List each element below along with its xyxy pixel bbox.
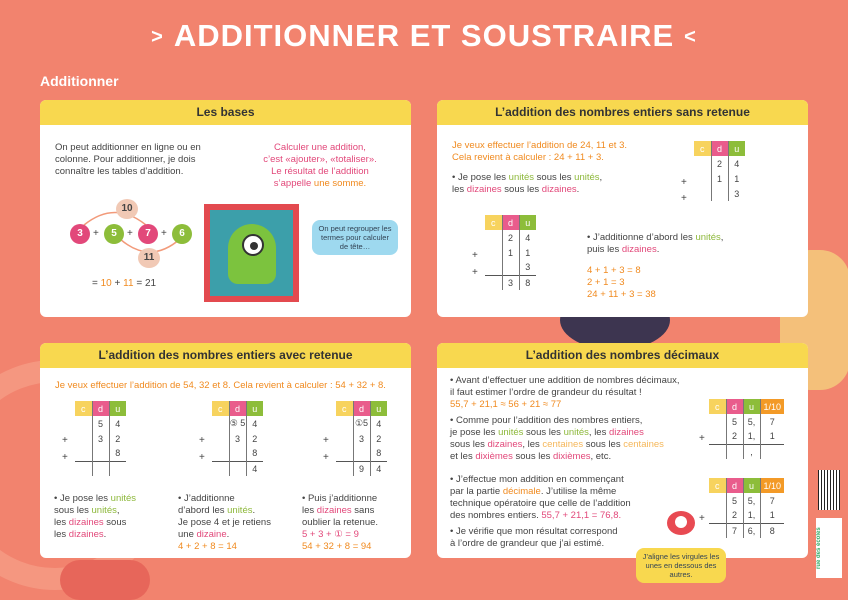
calc-text: 4 + 1 + 3 = 8 2 + 1 = 3 24 + 11 + 3 = 38 bbox=[587, 265, 656, 300]
number-circle: 6 bbox=[172, 224, 192, 244]
monster-icon bbox=[667, 511, 695, 535]
intro-text: Je veux effectuer l’addition de 24, 11 et 3. Cela revient à calculer : 24 + 11 + 3. bbox=[452, 140, 627, 163]
page-title: > ADDITIONNER ET SOUSTRAIRE < bbox=[151, 18, 697, 53]
sum-circle: 11 bbox=[138, 248, 160, 268]
step-text: • J’additionne d’abord les unités, puis les dizaines. bbox=[587, 232, 724, 255]
card-heading: L’addition des nombres décimaux bbox=[437, 343, 808, 368]
speech-bubble: J’aligne les virgules les unes en dessous des autres. bbox=[636, 548, 726, 583]
definition-text: Calculer une addition, c’est «ajouter», «totaliser». Le résultat de l’addition s’appelle une somme. bbox=[263, 142, 377, 189]
column-grid: c d u ①5 4 3 2 8 9 4 bbox=[336, 401, 387, 476]
section-title: Additionner bbox=[40, 73, 119, 89]
barcode bbox=[818, 470, 840, 510]
brand-logo: rue des écoles bbox=[816, 518, 842, 578]
step-text: • Je pose les unités sous les unités, les dizaines sous les dizaines. bbox=[452, 172, 603, 195]
number-circle: 5 bbox=[104, 224, 124, 244]
step-text: • Avant d’effectuer une addition de nombres décimaux, il faut estimer l’ordre de grandeur du résultat ! 55,7 + 21,1 ≈ 56 + 21 ≈ 77 bbox=[450, 375, 680, 410]
step-text: • J’additionne d’abord les unités. Je pose 4 et je retiens une dizaine. 4 + 2 + 8 = 14 bbox=[178, 493, 271, 552]
sum-circle: 10 bbox=[116, 199, 138, 219]
column-grid: c d u 5 4 3 2 8 bbox=[75, 401, 126, 476]
column-grid: c d u 2 4 1 1 3 bbox=[694, 141, 745, 201]
step-text: • Je pose les unités sous les unités, les dizaines sous les dizaines. bbox=[54, 493, 137, 540]
number-circle: 7 bbox=[138, 224, 158, 244]
step-text: • J’effectue mon addition en commençant par la partie décimale. J’utilise la même technique opératoire que celle de l’addition des nombres entiers. 55,7 + 21,1 = 76,8. bbox=[450, 474, 631, 521]
column-grid: c d u ⑤ 5 4 3 2 8 4 bbox=[212, 401, 263, 476]
decor-blob bbox=[60, 560, 150, 600]
step-text: • Comme pour l’addition des nombres entiers, je pose les unités sous les unités, les dizaines sous les dizaines, les centaines sous les centaines et les dixièmes sous les dixièmes, etc. bbox=[450, 415, 664, 462]
card-heading: L’addition des nombres entiers avec retenue bbox=[40, 343, 411, 368]
column-grid: c d u 2 4 1 1 3 3 8 bbox=[485, 215, 536, 290]
card-les-bases: Les bases On peut additionner en ligne ou en colonne. Pour additionner, je dois connaître les tables d’addition. Calculer une addition, c’est «ajouter», «totaliser». Le résultat de l’addition s’appelle une somme. 10 3 + 5 + 7 + 6 11 = 10 + 11 = 21 On peut regrouper les termes pour calculer de tête… bbox=[40, 100, 411, 317]
intro-text: Je veux effectuer l’addition de 54, 32 et 8. Cela revient à calculer : 54 + 32 + 8. bbox=[55, 380, 386, 391]
column-grid: c d u 1/10 5 5, 7 2 1, 1 , bbox=[709, 399, 784, 459]
regroup-result: = 10 + 11 = 21 bbox=[92, 278, 157, 289]
card-sans-retenue: L’addition des nombres entiers sans retenue Je veux effectuer l’addition de 24, 11 et 3. Cela revient à calculer : 24 + 11 + 3. • Je pose les unités sous les unités, les dizaines sous les dizaines. c d u 2 4 1 1 3 + + c d u 2 4 1 1 3 3 8 + + • J’additionne d’abord les unités, puis les dizaines. 4 + 1 + 3 = 8 2 + 1 = 3 24 + 11 + 3 = 38 bbox=[437, 100, 808, 317]
monster-illustration bbox=[204, 204, 299, 302]
column-grid: c d u 1/10 5 5, 7 2 1, 1 7 6, 8 bbox=[709, 478, 784, 538]
step-text: • Je vérifie que mon résultat correspond à l’ordre de grandeur que j’ai estimé. bbox=[450, 526, 618, 549]
card-heading: Les bases bbox=[40, 100, 411, 125]
card-decimaux: L’addition des nombres décimaux • Avant d’effectuer une addition de nombres décimaux, il faut estimer l’ordre de grandeur du résultat ! 55,7 + 21,1 ≈ 56 + 21 ≈ 77 • Comme pour l’addition des nombres entiers, je pose les unités sous les unités, les dizaines sous les dizaines, les centaines sous les centaines et les dixièmes sous les dixièmes, etc. • J’effectue mon addition en commençant par la partie décimale. J’utilise la même technique opératoire que celle de l’addition des nombres entiers. 55,7 + 21,1 = 76,8. • Je vérifie que mon résultat correspond à l’ordre de grandeur que j’ai estimé. c d u 1/10 5 5, 7 2 1, 1 , + c d u 1/10 5 5, 7 2 1, 1 7 6, 8 + bbox=[437, 343, 808, 558]
number-circle: 3 bbox=[70, 224, 90, 244]
card-heading: L’addition des nombres entiers sans retenue bbox=[437, 100, 808, 125]
step-text: • Puis j’additionne les dizaines sans oublier la retenue. 5 + 3 + ① = 9 54 + 32 + 8 = 94 bbox=[302, 493, 379, 552]
speech-bubble: On peut regrouper les termes pour calculer de tête… bbox=[312, 220, 398, 255]
card-avec-retenue: L’addition des nombres entiers avec retenue Je veux effectuer l’addition de 54, 32 et 8. Cela revient à calculer : 54 + 32 + 8. c d u 5 4 3 2 8 + + c d u ⑤ 5 4 3 2 8 4 + + c d u ①5 4 3 2 8 9 4 + + • Je pose les unités sous les unités, les dizaines sous les dizaines. • J’additionne d’abord les unités. Je pose 4 et je retiens une dizaine. 4 + 2 + 8 = 14 • Puis j’additionne les dizaines sans oublier la retenue. 5 + 3 + ① = 9 54 + 32 + 8 = 94 bbox=[40, 343, 411, 558]
intro-text: On peut additionner en ligne ou en colonne. Pour additionner, je dois connaître les tables d’addition. bbox=[55, 142, 201, 177]
